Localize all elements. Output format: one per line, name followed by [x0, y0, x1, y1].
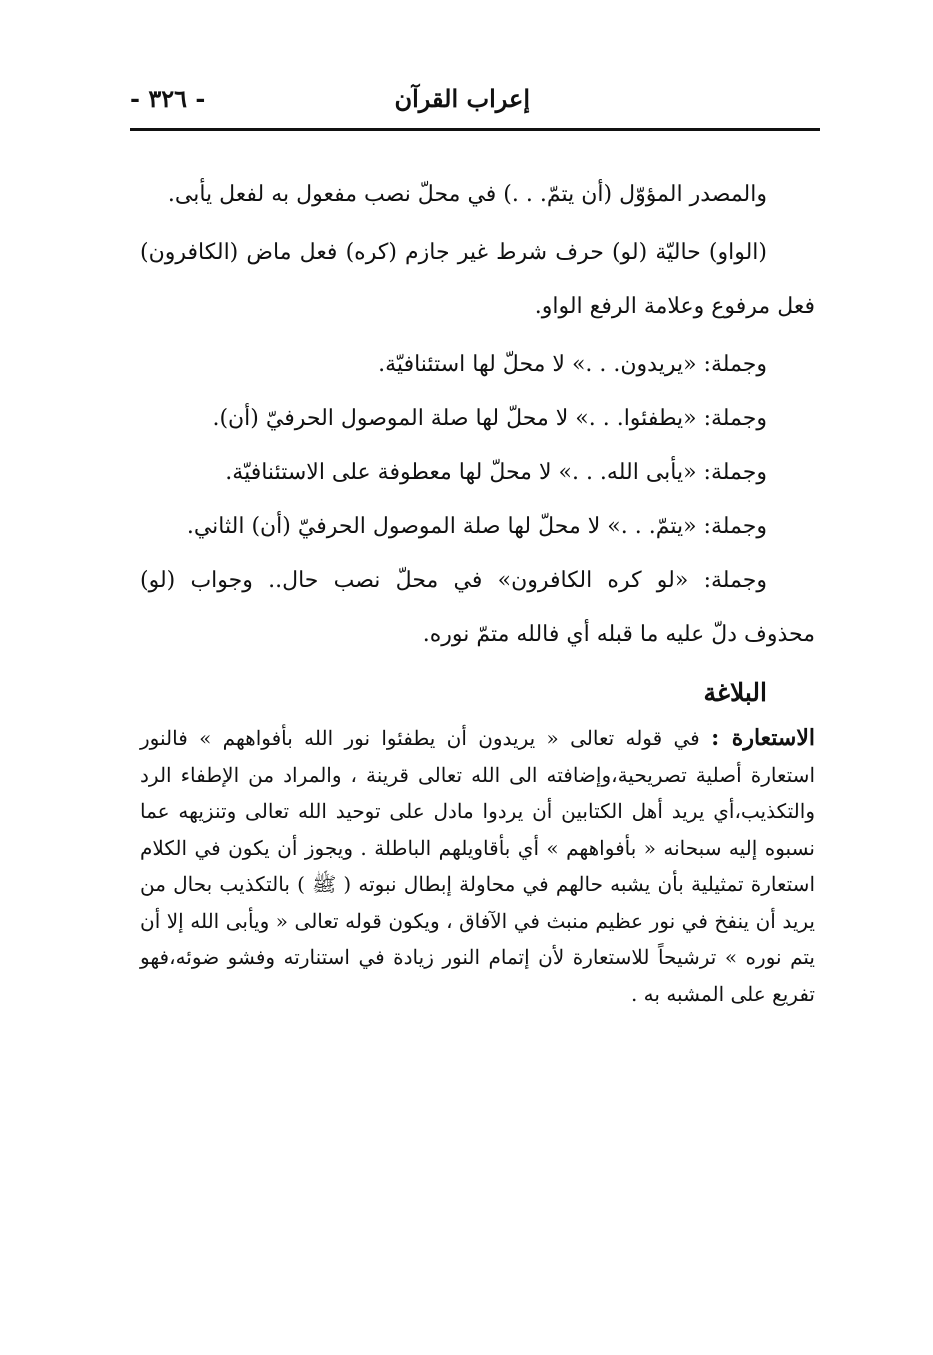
book-title: إعراب القرآن	[394, 84, 530, 113]
page-body	[140, 168, 815, 1012]
jumla-line: وجملة: «لو كره الكافرون» في محلّ نصب حال.. وجواب (لو) محذوف دلّ عليه ما قبله أي فالله متمّ نوره.	[140, 568, 815, 647]
balagha-paragraph	[140, 720, 815, 1012]
jumla-line: وجملة: «يريدون. . .» لا محلّ لها استئنافيّة.	[378, 352, 767, 377]
page-number: - ٣٢٦ -	[130, 84, 206, 113]
jumla-line: وجملة: «يتمّ. . .» لا محلّ لها صلة الموصول الحرفيّ (أن) الثاني.	[186, 514, 767, 539]
paragraph-irab-waw: (الواو) حاليّة (لو) حرف شرط غير جازم (كره) فعل ماض (الكافرون) فعل مرفوع وعلامة الرفع الواو.	[140, 240, 815, 319]
header-rule	[130, 128, 820, 131]
page-header	[130, 78, 820, 122]
section-heading-balagha: البلاغة	[703, 678, 767, 707]
jumla-line: وجملة: «يأبى الله. . .» لا محلّ لها معطوفة على الاستئنافيّة.	[225, 460, 767, 485]
paragraph-masdar: والمصدر المؤوّل (أن يتمّ. . .) في محلّ نصب مفعول به لفعل يأبى.	[167, 182, 767, 207]
balagha-term: الاستعارة :	[711, 725, 815, 751]
balagha-text: في قوله تعالى « يريدون أن يطفئوا نور الله بأفواههم » فالنور استعارة أصلية تصريحية،وإضافته الى الله تعالى قرينة ، والمراد من الإطفاء الرد والتكذيب،أي يريد أهل الكتابين أن يردوا مادل على توحيد الله تعالى وتنزيهه عما نسبوه إليه سبحانه « بأفواههم » أي بأقاويلهم الباطلة . ويجوز أن يكون في الكلام استعارة تمثيلية بأن يشبه حالهم في محاولة إبطال نبوته ( ﷺ ) بالتكذيب بحال من يريد أن ينفخ في نور عظيم منبث في الآفاق ، ويكون قوله تعالى « ويأبى الله إلا أن يتم نوره » ترشيحاً للاستعارة لأن إتمام النور زيادة في استنارته وفشو ضوئه،فهو تفريع على المشبه به .	[140, 726, 815, 1006]
jumla-line: وجملة: «يطفئوا. . .» لا محلّ لها صلة الموصول الحرفيّ (أن).	[212, 406, 767, 431]
